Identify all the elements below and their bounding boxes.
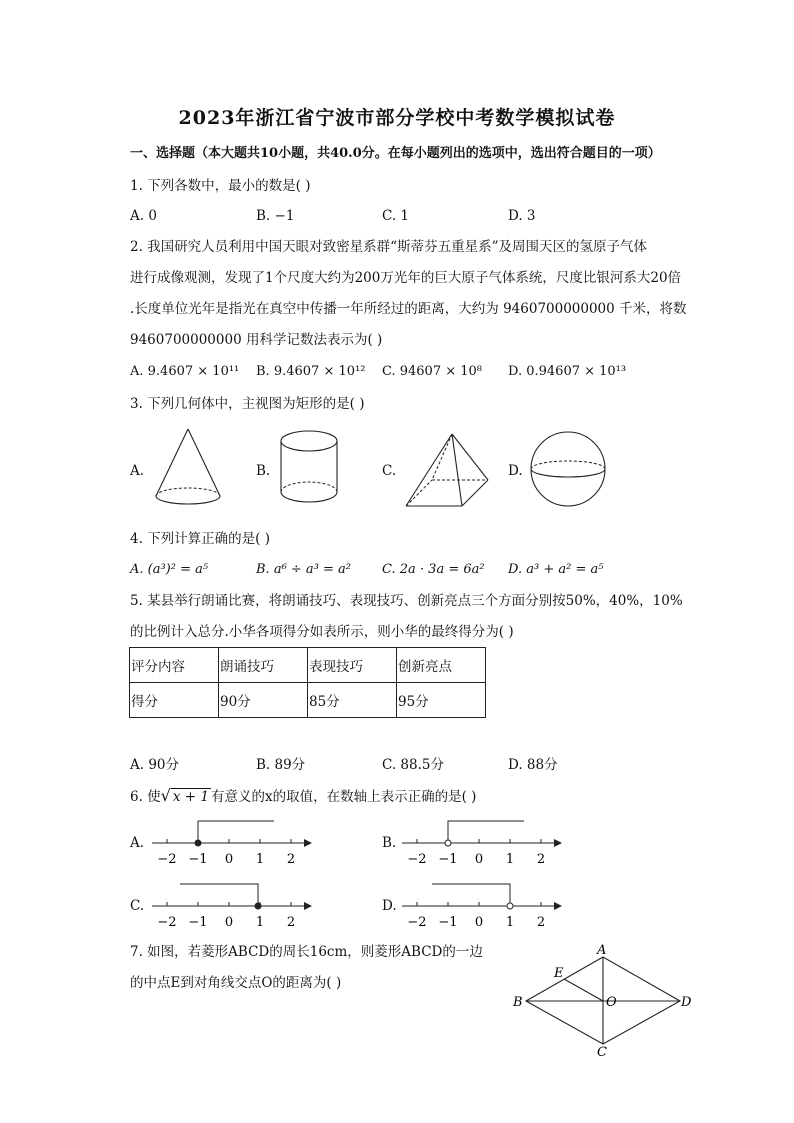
q4-option-b[interactable]: B. a⁶ ÷ a³ = a² (256, 562, 352, 577)
pyramid-figure (402, 430, 494, 512)
table-cell: 90分 (219, 683, 308, 718)
axis-tick-label: 1 (505, 852, 515, 867)
q3-option-b[interactable]: B. (256, 463, 271, 479)
rhombus-figure (508, 940, 698, 1062)
axis-tick-label: −1 (438, 852, 458, 867)
axis-tick-label: 0 (474, 915, 484, 930)
axis-tick-label: 0 (474, 852, 484, 867)
q1-option-c[interactable]: C. 1 (382, 208, 410, 224)
q4-option-c[interactable]: C. 2a · 3a = 6a² (382, 562, 485, 577)
q6-option-a[interactable]: A. (130, 835, 145, 851)
table-row (130, 683, 486, 718)
point-label-e: E (554, 966, 564, 981)
q2-option-a[interactable]: A. 9.4607 × 10¹¹ (130, 364, 240, 379)
table-cell: 95分 (397, 683, 486, 718)
axis-tick-label: −2 (157, 915, 177, 930)
axis-tick-label: 0 (224, 915, 234, 930)
q5-option-c[interactable]: C. 88.5分 (382, 757, 444, 773)
q2-line-2: 进行成像观测，发现了1个尺度大约为200万光年的巨大原子气体系统，尺度比银河系大20倍 (130, 270, 682, 286)
q4-stem: 4. 下列计算正确的是( ) (130, 531, 270, 547)
q3-option-d[interactable]: D. (508, 463, 523, 479)
axis-tick-label: −2 (407, 852, 427, 867)
q6-stem-pre: 6. 使 (130, 789, 161, 805)
number-line-b (400, 815, 565, 871)
vertex-label-d: D (681, 995, 692, 1010)
q2-option-d[interactable]: D. 0.94607 × 10¹³ (508, 364, 627, 379)
q5-option-d[interactable]: D. 88分 (508, 757, 558, 773)
q4-option-a[interactable]: A. (a³)² = a⁵ (130, 562, 209, 577)
axis-tick-label: 2 (536, 915, 546, 930)
sqrt-sign: √ (160, 786, 171, 805)
axis-tick-label: 1 (505, 915, 515, 930)
table-cell: 得分 (130, 683, 219, 718)
q2-option-b[interactable]: B. 9.4607 × 10¹² (256, 364, 366, 379)
table-header-cell: 创新亮点 (397, 648, 486, 683)
q5-line-1: 5. 某县举行朗诵比赛，将朗诵技巧、表现技巧、创新亮点三个方面分别按50%，40%，10% (130, 593, 683, 609)
sphere-figure (528, 428, 612, 512)
q6-stem (130, 787, 476, 806)
axis-tick-label: −1 (188, 852, 208, 867)
q6-option-b[interactable]: B. (382, 835, 397, 851)
table-cell: 85分 (308, 683, 397, 718)
q3-stem: 3. 下列几何体中，主视图为矩形的是( ) (130, 396, 365, 412)
q2-line-3: .长度单位光年是指光在真空中传播一年所经过的距离，大约为 9460700000000 千米，将数 (130, 301, 687, 317)
table-header-cell: 表现技巧 (308, 648, 397, 683)
number-line-a (150, 815, 315, 871)
axis-tick-label: −1 (438, 915, 458, 930)
q6-radicand: x + 1 (172, 789, 209, 805)
cylinder-figure (275, 426, 355, 510)
q3-option-a[interactable]: A. (130, 463, 145, 479)
axis-tick-label: 0 (224, 852, 234, 867)
table-header-cell: 评分内容 (130, 648, 219, 683)
q3-option-c[interactable]: C. (382, 463, 397, 479)
page-title: 2023年浙江省宁波市部分学校中考数学模拟试卷 (178, 107, 616, 129)
q2-line-4: 9460700000000 用科学记数法表示为( ) (130, 332, 383, 348)
q4-option-d[interactable]: D. a³ + a² = a⁵ (508, 562, 604, 577)
axis-tick-label: 2 (536, 852, 546, 867)
table-header-cell: 朗诵技巧 (219, 648, 308, 683)
q6-option-d[interactable]: D. (382, 898, 397, 914)
q1-option-d[interactable]: D. 3 (508, 208, 536, 224)
score-table (129, 647, 486, 718)
q6-stem-post: 有意义的x的取值，在数轴上表示正确的是( ) (210, 789, 477, 805)
section-heading: 一、选择题（本大题共10小题，共40.0分。在每小题列出的选项中，选出符合题目的一项） (130, 146, 661, 161)
number-line-c (150, 878, 315, 934)
axis-tick-label: −2 (407, 915, 427, 930)
vertex-label-c: C (597, 1045, 607, 1060)
axis-tick-label: 1 (255, 915, 265, 930)
q7-line-1: 7. 如图，若菱形ABCD的周长16cm，则菱形ABCD的一边 (130, 944, 483, 960)
axis-tick-label: 2 (286, 852, 296, 867)
q5-option-b[interactable]: B. 89分 (256, 757, 306, 773)
q1-option-a[interactable]: A. 0 (130, 208, 157, 224)
q5-line-2: 的比例计入总分.小华各项得分如表所示，则小华的最终得分为( ) (130, 624, 514, 640)
q6-option-c[interactable]: C. (130, 898, 145, 914)
axis-tick-label: −2 (157, 852, 177, 867)
q7-line-2: 的中点E到对角线交点O的距离为( ) (130, 975, 342, 991)
table-row (130, 648, 486, 683)
q2-line-1: 2. 我国研究人员利用中国天眼对致密星系群“斯蒂芬五重星系”及周围天区的氢原子气体 (130, 239, 647, 255)
axis-tick-label: 2 (286, 915, 296, 930)
vertex-label-a: A (597, 943, 607, 958)
q1-stem: 1. 下列各数中，最小的数是( ) (130, 178, 311, 194)
axis-tick-label: 1 (255, 852, 265, 867)
point-label-o: O (606, 995, 617, 1010)
axis-tick-label: −1 (188, 915, 208, 930)
cone-figure (150, 426, 230, 510)
number-line-d (400, 878, 565, 934)
q1-option-b[interactable]: B. −1 (256, 208, 295, 224)
q2-option-c[interactable]: C. 94607 × 10⁸ (382, 364, 483, 379)
vertex-label-b: B (513, 995, 523, 1010)
q5-option-a[interactable]: A. 90分 (130, 757, 180, 773)
